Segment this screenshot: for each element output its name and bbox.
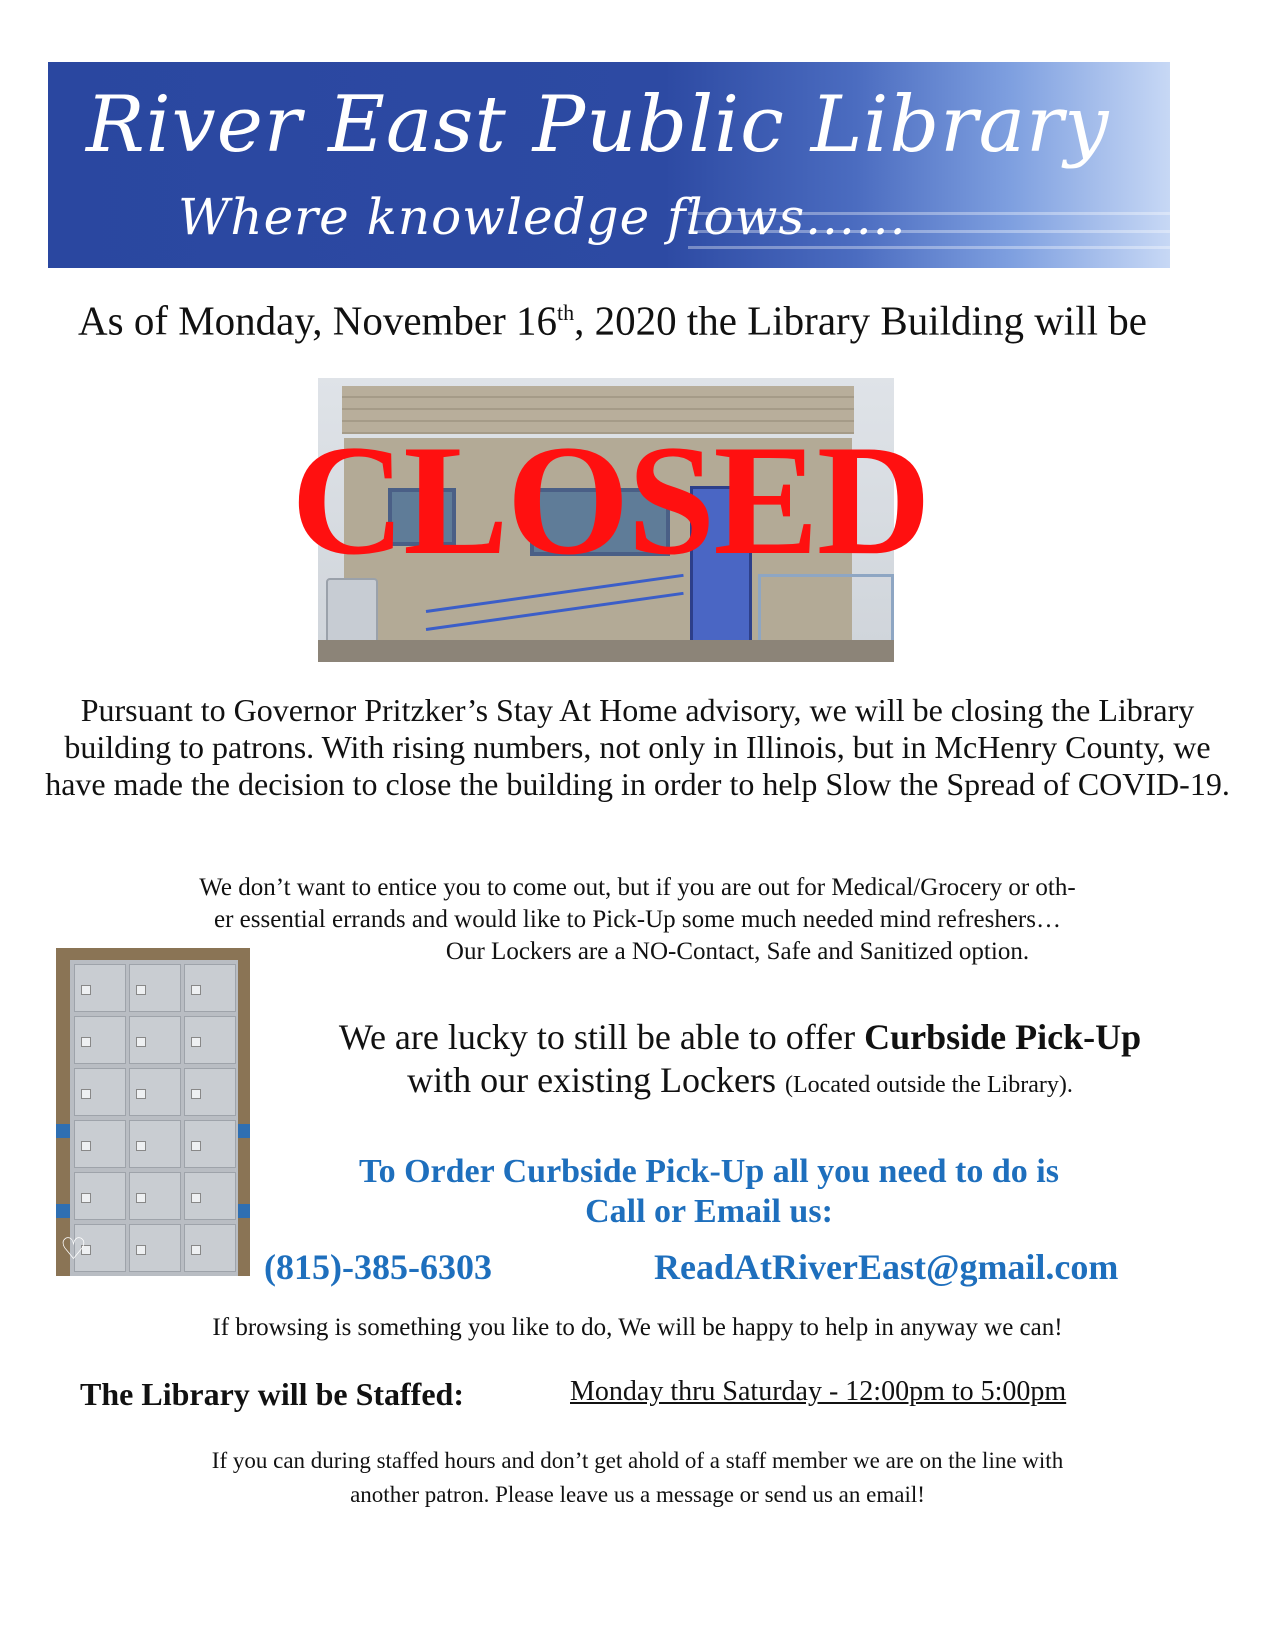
browse-note: If browsing is something you like to do, We will be happy to help in anyway we can!	[212, 1314, 1063, 1341]
locker-door	[129, 1172, 181, 1220]
locker-door	[184, 1224, 236, 1272]
locker-door	[129, 964, 181, 1012]
order-line-2: Call or Email us:	[585, 1193, 833, 1230]
heart-icon: ♡	[60, 1232, 87, 1267]
locker-door	[184, 1068, 236, 1116]
locker-door	[129, 1016, 181, 1064]
errands-line-3: Our Lockers are a NO-Contact, Safe and Sanitized option.	[445, 938, 1030, 965]
locker-door	[74, 1120, 126, 1168]
curbside-offer	[250, 1016, 1230, 1107]
banner-streak	[688, 246, 1170, 249]
footer-note	[40, 1444, 1235, 1512]
errands-line-2: er essential errands and would like to Pick-Up some much needed mind refreshers…	[214, 906, 1061, 933]
closure-intro	[78, 290, 1158, 344]
locker-door	[184, 964, 236, 1012]
library-banner	[48, 62, 1170, 268]
locker-door	[74, 1068, 126, 1116]
footer-line-2: another patron. Please leave us a message or send us an email!	[350, 1482, 925, 1507]
order-line-1: To Order Curbside Pick-Up all you need to do is	[359, 1153, 1059, 1190]
lockers-photo	[56, 948, 250, 1276]
locker-door	[74, 964, 126, 1012]
locker-door	[74, 1016, 126, 1064]
offer-text: We are lucky to still be able to offer	[338, 1017, 865, 1057]
locker-door	[129, 1068, 181, 1116]
staffed-hours: Monday thru Saturday - 12:00pm to 5:00pm	[570, 1376, 1067, 1407]
offer-curbside: Curbside Pick-Up	[864, 1017, 1142, 1057]
intro-date-text: As of Monday, November 16	[78, 297, 558, 344]
closed-heading: CLOSED	[291, 413, 929, 588]
locker-door	[74, 1172, 126, 1220]
advisory-paragraph: Pursuant to Governor Pritzker’s Stay At Home advisory, we will be closing the Library building to patrons. With rising numbers, not only in Illinois, but in McHenry County, we have made the decision to close the building in order to help Slow the Spread of COVID-19.	[45, 692, 1230, 802]
locker-door	[129, 1120, 181, 1168]
offer-lockers-text: with our existing Lockers	[407, 1060, 786, 1100]
staffed-label: The Library will be Staffed:	[80, 1376, 464, 1412]
library-name: River East Public Library	[86, 80, 1110, 170]
email-address[interactable]: ReadAtRiverEast@gmail.com	[654, 1247, 1119, 1287]
locker-door	[129, 1224, 181, 1272]
order-instructions	[250, 1152, 1168, 1232]
intro-ordinal: th	[557, 300, 575, 325]
errands-line-1: We don’t want to entice you to come out, but if you are out for Medical/Grocery or oth-	[199, 874, 1076, 901]
locker-door	[184, 1016, 236, 1064]
locker-door	[184, 1120, 236, 1168]
footer-line-1: If you can during staffed hours and don’t get ahold of a staff member we are on the line with	[211, 1448, 1064, 1473]
locker-door	[184, 1172, 236, 1220]
intro-rest-text: , 2020 the Library Building will be	[574, 297, 1147, 344]
library-tagline: Where knowledge flows......	[178, 188, 907, 246]
phone-number[interactable]: (815)-385-6303	[264, 1247, 492, 1287]
offer-location-note: (Located outside the Library).	[785, 1072, 1073, 1098]
